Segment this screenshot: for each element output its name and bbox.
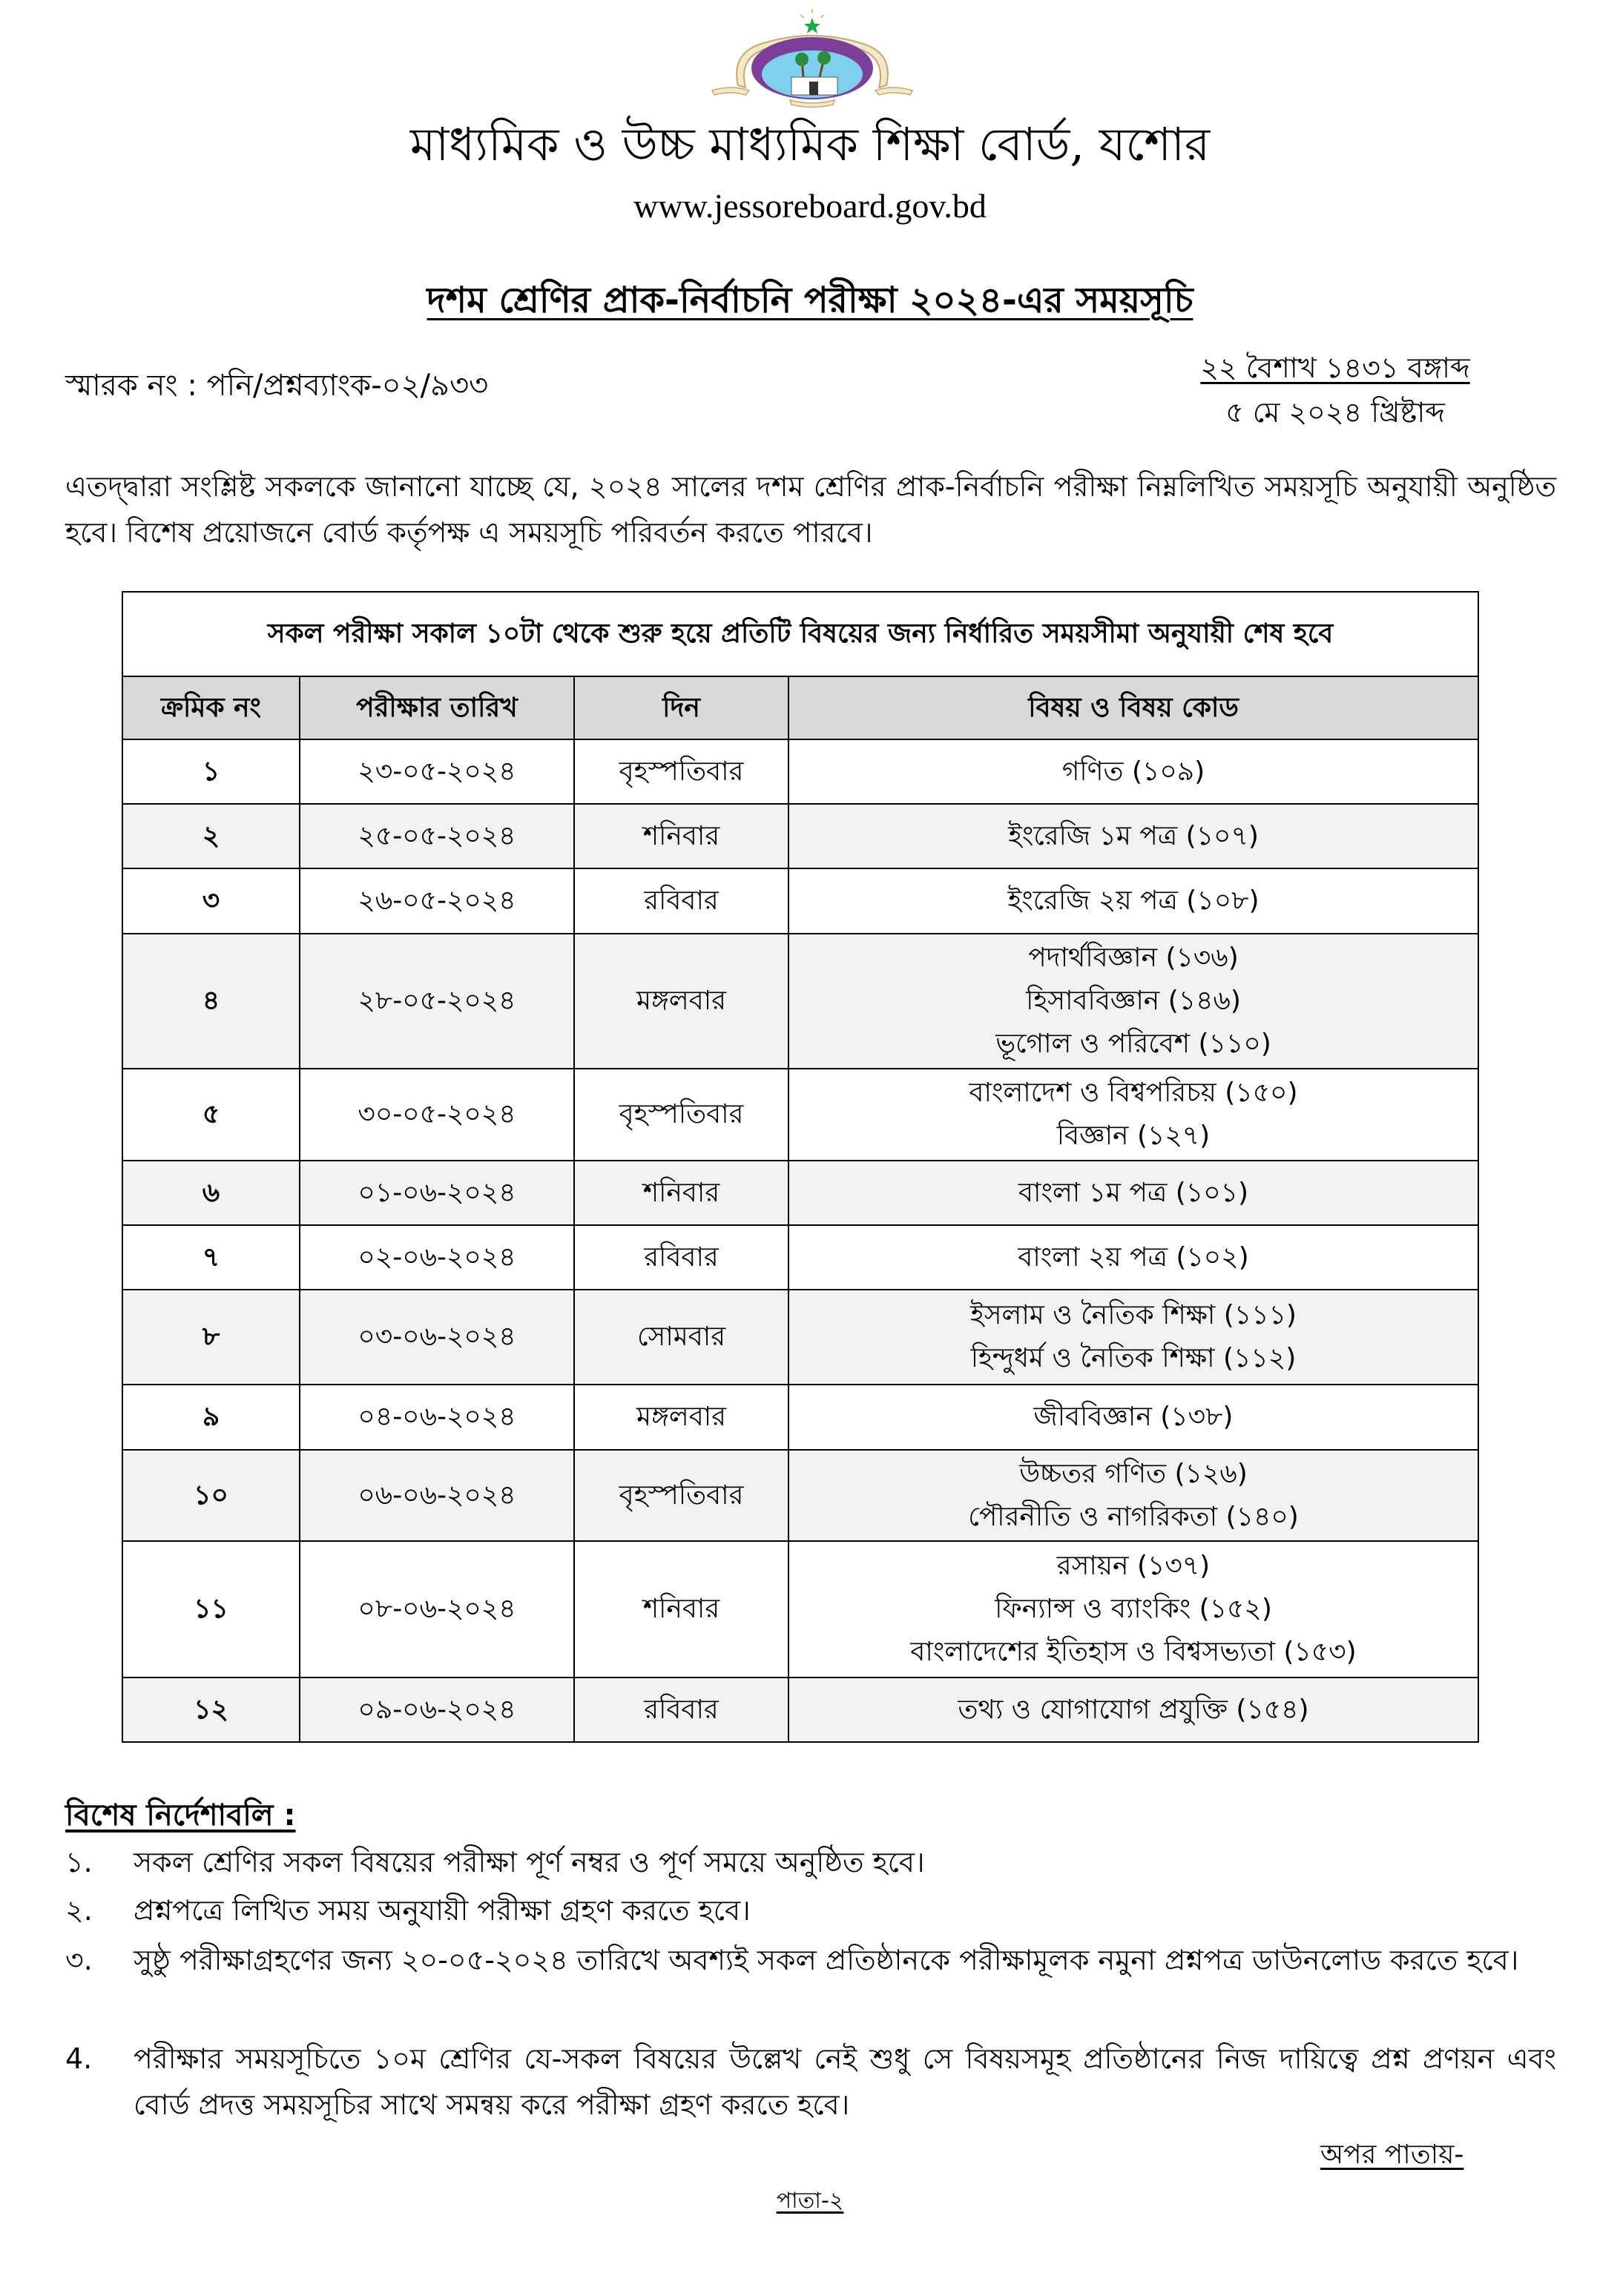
serial-cell: ৮ (122, 1290, 300, 1385)
table-row (122, 1161, 1478, 1225)
serial-cell: ১১ (122, 1541, 300, 1678)
instruction-text: সুষ্ঠু পরীক্ষাগ্রহণের জন্য ২০-০৫-২০২৪ তারিখে অবশ্যই সকল প্রতিষ্ঠানকে পরীক্ষামূলক নমুনা প্রশ্নপত্র ডাউনলোড করতে হবে। (134, 1944, 1519, 1976)
day-cell: রবিবার (574, 868, 788, 934)
table-row (122, 1450, 1478, 1541)
subject-entry: ইসলাম ও নৈতিক শিক্ষা (১১১) (970, 1300, 1297, 1330)
instructions-heading: বিশেষ নির্দেশাবলি : (65, 1798, 296, 1832)
column-header-subject: বিষয় ও বিষয় কোড (788, 676, 1478, 739)
day-cell: সোমবার (574, 1290, 788, 1385)
document-title (0, 274, 1620, 326)
day-cell: মঙ্গলবার (574, 1385, 788, 1450)
table-row (122, 1541, 1478, 1678)
date-cell: ০৬-০৬-২০২৪ (300, 1450, 574, 1541)
date-cell: ২৮-০৫-২০২৪ (300, 934, 574, 1069)
instruction-text: পরীক্ষার সময়সূচিতে ১০ম শ্রেণির যে-সকল বিষয়ের উল্লেখ নেই শুধু সে বিষয়সমূহ প্রতিষ্ঠানের নিজ দায়িত্বে প্রশ্ন প্রণয়ন এবং বোর্ড প্রদত্ত সময়সূচির সাথে সমন্বয় করে পরীক্ষা গ্রহণ করতে হবে। (134, 2042, 1556, 2121)
subject-entry: হিসাববিজ্ঞান (১৪৬) (1026, 986, 1241, 1016)
table-caption-row (122, 592, 1478, 676)
day-cell: রবিবার (574, 1678, 788, 1742)
intro-paragraph: এতদ্দ্বারা সংশ্লিষ্ট সকলকে জানানো যাচ্ছে যে, ২০২৪ সালের দশম শ্রেণির প্রাক-নির্বাচনি পরীক্ষা নিম্নলিখিত সময়সূচি অনুযায়ী অনুষ্ঠিত হবে। বিশেষ প্রয়োজনে বোর্ড কর্তৃপক্ষ এ সময়সূচি পরিবর্তন করতে পারবে। (65, 470, 1556, 549)
day-cell: শনিবার (574, 804, 788, 868)
continued-on-next-page: অপর পাতায়- (1320, 2140, 1464, 2170)
subject-entry: বাংলাদেশ ও বিশ্বপরিচয় (১৫০) (969, 1078, 1298, 1108)
date-cell: ০১-০৬-২০২৪ (300, 1161, 574, 1225)
subject-cell (788, 1385, 1478, 1450)
day-cell: মঙ্গলবার (574, 934, 788, 1069)
subject-entry: পৌরনীতি ও নাগরিকতা (১৪০) (968, 1501, 1299, 1532)
day-cell: বৃহস্পতিবার (574, 1069, 788, 1161)
column-header-serial: ক্রমিক নং (122, 676, 300, 739)
table-row (122, 804, 1478, 868)
instruction-item (65, 2036, 1556, 2128)
day-cell: রবিবার (574, 1225, 788, 1290)
instruction-item (65, 1887, 1556, 1933)
date-cell: ০৪-০৬-২০২৪ (300, 1385, 574, 1450)
instruction-number: 4. (65, 2042, 93, 2075)
date-gregorian: ৫ মে ২০২৪ খ্রিষ্টাব্দ (1225, 396, 1445, 429)
page-number (0, 2184, 1620, 2218)
subject-entry: গণিত (১০৯) (1061, 756, 1205, 787)
document-title-text: দশম শ্রেণির প্রাক-নির্বাচনি পরীক্ষা ২০২৪-এর সময়সূচি (427, 280, 1193, 321)
date-cell: ২৬-০৫-২০২৪ (300, 868, 574, 934)
website-link[interactable]: www.jessoreboard.gov.bd (633, 187, 987, 225)
table-row (122, 1069, 1478, 1161)
page-number-text: পাতা-২ (776, 2188, 844, 2214)
table-caption: সকল পরীক্ষা সকাল ১০টা থেকে শুরু হয়ে প্রতিটি বিষয়ের জন্য নির্ধারিত সময়সীমা অনুযায়ী শেষ হবে (122, 592, 1478, 676)
column-header-date: পরীক্ষার তারিখ (300, 676, 574, 739)
subject-cell (788, 868, 1478, 934)
subject-entry: বাংলাদেশের ইতিহাস ও বিশ্বসভ্যতা (১৫৩) (910, 1637, 1357, 1667)
serial-cell: ১২ (122, 1678, 300, 1742)
serial-cell: ১ (122, 739, 300, 804)
instruction-number: ৩. (65, 1944, 93, 1976)
table-row (122, 868, 1478, 934)
serial-cell: ৫ (122, 1069, 300, 1161)
date-cell: ০২-০৬-২০২৪ (300, 1225, 574, 1290)
subject-entry: তথ্য ও যোগাযোগ প্রযুক্তি (১৫৪) (958, 1694, 1309, 1725)
table-row (122, 1678, 1478, 1742)
table-row (122, 739, 1478, 804)
subject-entry: ভূগোল ও পরিবেশ (১১০) (995, 1029, 1271, 1059)
subject-cell (788, 1225, 1478, 1290)
schedule-table (122, 591, 1479, 1743)
subject-cell (788, 739, 1478, 804)
date-bangla (1157, 347, 1513, 389)
subject-entry: জীববিজ্ঞান (১৩৮) (1033, 1402, 1234, 1432)
subject-entry: হিন্দুধর্ম ও নৈতিক শিক্ষা (১১২) (970, 1343, 1297, 1373)
subject-entry: উচ্চতর গণিত (১২৬) (1019, 1458, 1248, 1489)
table-header-row (122, 676, 1478, 739)
serial-cell: ৬ (122, 1161, 300, 1225)
subject-cell (788, 1161, 1478, 1225)
date-cell: ০৩-০৬-২০২৪ (300, 1290, 574, 1385)
subject-cell (788, 934, 1478, 1069)
subject-cell (788, 1450, 1478, 1541)
serial-cell: ৪ (122, 934, 300, 1069)
date-cell: ০৮-০৬-২০২৪ (300, 1541, 574, 1678)
subject-entry: ইংরেজি ২য় পত্র (১০৮) (1007, 885, 1260, 916)
serial-cell: ২ (122, 804, 300, 868)
table-body (122, 739, 1478, 1742)
subject-cell (788, 1290, 1478, 1385)
board-logo (708, 7, 916, 111)
subject-cell (788, 1678, 1478, 1742)
table-row (122, 1385, 1478, 1450)
subject-entry: ফিন্যান্স ও ব্যাংকিং (১৫২) (995, 1594, 1272, 1624)
subject-entry: পদার্থবিজ্ঞান (১৩৬) (1028, 943, 1239, 973)
subject-cell (788, 804, 1478, 868)
subject-entry: বিজ্ঞান (১২৭) (1056, 1121, 1211, 1151)
subject-entry: ইংরেজি ১ম পত্র (১০৭) (1008, 820, 1259, 851)
memo-number: স্মারক নং : পনি/প্রশ্নব্যাংক-০২/৯৩৩ (65, 369, 489, 403)
subject-cell (788, 1541, 1478, 1678)
serial-cell: ৯ (122, 1385, 300, 1450)
star-icon (800, 9, 824, 33)
subject-entry: রসায়ন (১৩৭) (1056, 1551, 1211, 1581)
column-header-day: দিন (574, 676, 788, 739)
serial-cell: ৭ (122, 1225, 300, 1290)
date-cell: ৩০-০৫-২০২৪ (300, 1069, 574, 1161)
date-cell: ২৩-০৫-২০২৪ (300, 739, 574, 804)
table-row (122, 934, 1478, 1069)
instruction-text: সকল শ্রেণির সকল বিষয়ের পরীক্ষা পূর্ণ নম্বর ও পূর্ণ সময়ে অনুষ্ঠিত হবে। (134, 1846, 925, 1878)
day-cell: বৃহস্পতিবার (574, 739, 788, 804)
instruction-text: প্রশ্নপত্রে লিখিত সময় অনুযায়ী পরীক্ষা গ্রহণ করতে হবে। (134, 1894, 751, 1927)
instruction-number: ১. (65, 1846, 93, 1878)
subject-entry: বাংলা ১ম পত্র (১০১) (1018, 1177, 1249, 1208)
instruction-item (65, 1839, 1556, 1885)
serial-cell: ১০ (122, 1450, 300, 1541)
board-name: মাধ্যমিক ও উচ্চ মাধ্যমিক শিক্ষা বোর্ড, যশোর (409, 117, 1211, 171)
serial-cell: ৩ (122, 868, 300, 934)
date-bangla-text: ২২ বৈশাখ ১৪৩১ বঙ্গাব্দ (1200, 352, 1470, 384)
subject-entry: বাংলা ২য় পত্র (১০২) (1018, 1241, 1249, 1273)
date-cell: ২৫-০৫-২০২৪ (300, 804, 574, 868)
day-cell: শনিবার (574, 1541, 788, 1678)
subject-cell (788, 1069, 1478, 1161)
table-row (122, 1225, 1478, 1290)
day-cell: শনিবার (574, 1161, 788, 1225)
table-row (122, 1290, 1478, 1385)
instruction-number: ২. (65, 1894, 93, 1927)
instruction-item (65, 1937, 1556, 1983)
date-cell: ০৯-০৬-২০২৪ (300, 1678, 574, 1742)
day-cell: বৃহস্পতিবার (574, 1450, 788, 1541)
